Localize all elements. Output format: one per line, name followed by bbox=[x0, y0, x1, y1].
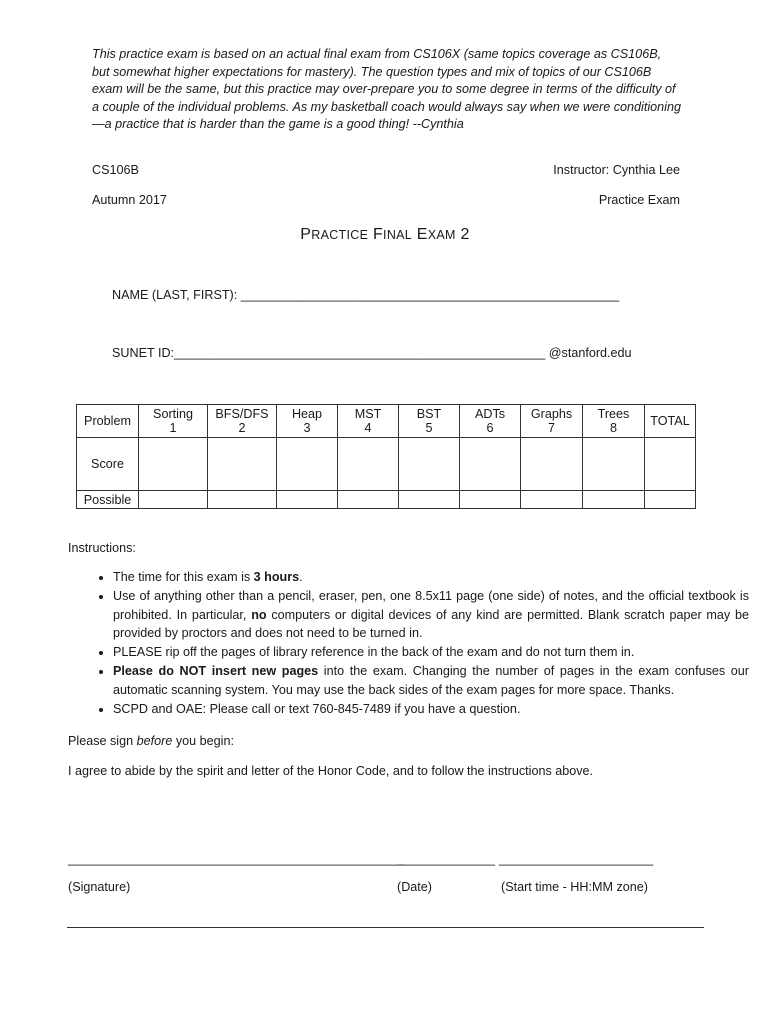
score-cell[interactable] bbox=[399, 438, 460, 491]
possible-cell bbox=[208, 491, 277, 509]
list-item: • Use of anything other than a pencil, eraser, pen, one 8.5x11 page (one side) of notes, and the official textbook is prohibited. In particular, no computers or digital devices of any kind are permitted. Blank scratch paper may be provided by proctors and does not need to be turned in. bbox=[113, 587, 749, 643]
intro-note: This practice exam is based on an actual final exam from CS106X (same topics coverage as CS106B, but somewhat higher expectations for mastery). The question types and mix of topics of our CS106B exam will be the same, but this practice may over-prepare you to some degree in terms of the difficulty of a couple of the individual problems. As my basketball coach would always say when we were conditioning—a practice that is harder than the game is a good thing! --Cynthia bbox=[92, 47, 681, 132]
possible-label: Possible bbox=[77, 491, 139, 509]
score-cell[interactable] bbox=[521, 438, 583, 491]
score-cell[interactable] bbox=[139, 438, 208, 491]
term: Autumn 2017 bbox=[92, 193, 167, 207]
possible-cell bbox=[460, 491, 521, 509]
sunet-id-field[interactable]: SUNET ID:_____________________________________________________ @stanford.edu bbox=[112, 346, 632, 360]
score-cell[interactable] bbox=[583, 438, 645, 491]
score-cell[interactable] bbox=[208, 438, 277, 491]
page-title: PRACTICE FINAL EXAM 2 bbox=[300, 226, 470, 243]
possible-cell bbox=[338, 491, 399, 509]
score-table bbox=[76, 404, 696, 509]
start-time-line[interactable]: ______________________ bbox=[499, 852, 654, 866]
problem-number-cell: 3 bbox=[277, 421, 338, 438]
possible-row bbox=[77, 491, 696, 509]
instructions-list bbox=[68, 568, 749, 718]
honor-code-statement: I agree to abide by the spirit and letter of the Honor Code, and to follow the instructions above. bbox=[68, 764, 594, 778]
topic-cell: Heap bbox=[277, 405, 338, 422]
topic-cell: Graphs bbox=[521, 405, 583, 422]
problem-number-cell: 1 bbox=[139, 421, 208, 438]
list-item: • Please do NOT insert new pages into the exam. Changing the number of pages in the exam confuses our automatic scanning system. You may use the back sides of the exam pages for more space. Thanks. bbox=[113, 662, 749, 700]
problem-number-cell: 2 bbox=[208, 421, 277, 438]
topic-cell: Trees bbox=[583, 405, 645, 422]
total-score-cell[interactable] bbox=[645, 438, 696, 491]
score-cell[interactable] bbox=[338, 438, 399, 491]
problem-number-cell: 4 bbox=[338, 421, 399, 438]
list-item: • SCPD and OAE: Please call or text 760-845-7489 if you have a question. bbox=[113, 700, 749, 719]
table-number-row bbox=[77, 421, 696, 438]
score-label: Score bbox=[77, 438, 139, 491]
topic-cell: Sorting bbox=[139, 405, 208, 422]
score-cell[interactable] bbox=[277, 438, 338, 491]
list-item: • The time for this exam is 3 hours. bbox=[113, 568, 749, 587]
start-time-label: (Start time - HH:MM zone) bbox=[501, 880, 648, 894]
topic-cell: BST bbox=[399, 405, 460, 422]
topic-cell: ADTs bbox=[460, 405, 521, 422]
table-header-row bbox=[77, 405, 696, 422]
problem-number-cell: 6 bbox=[460, 421, 521, 438]
possible-cell bbox=[583, 491, 645, 509]
total-label: TOTAL bbox=[645, 405, 696, 438]
problem-number-cell: 8 bbox=[583, 421, 645, 438]
possible-cell bbox=[399, 491, 460, 509]
course-code: CS106B bbox=[92, 163, 139, 177]
possible-cell bbox=[139, 491, 208, 509]
date-label: (Date) bbox=[397, 880, 432, 894]
exam-type: Practice Exam bbox=[598, 193, 680, 207]
possible-cell bbox=[521, 491, 583, 509]
signature-line[interactable]: ________________________________________________ bbox=[68, 852, 405, 866]
signature-label: (Signature) bbox=[68, 880, 131, 894]
topic-cell: BFS/DFS bbox=[208, 405, 277, 422]
instructor: Instructor: Cynthia Lee bbox=[553, 163, 680, 177]
topic-cell: MST bbox=[338, 405, 399, 422]
list-item: • PLEASE rip off the pages of library reference in the back of the exam and do not turn them in. bbox=[113, 643, 749, 662]
date-line[interactable]: ______________ bbox=[397, 852, 496, 866]
divider bbox=[67, 927, 704, 928]
score-row bbox=[77, 438, 696, 491]
problem-number-cell: 5 bbox=[399, 421, 460, 438]
sign-prompt: Please sign before you begin: bbox=[68, 734, 234, 748]
score-cell[interactable] bbox=[460, 438, 521, 491]
problem-label: Problem bbox=[77, 405, 139, 438]
instructions-heading: Instructions: bbox=[68, 541, 136, 555]
possible-total-cell bbox=[645, 491, 696, 509]
problem-number-cell: 7 bbox=[521, 421, 583, 438]
possible-cell bbox=[277, 491, 338, 509]
name-field[interactable]: NAME (LAST, FIRST): ______________________________________________________ bbox=[112, 288, 619, 302]
